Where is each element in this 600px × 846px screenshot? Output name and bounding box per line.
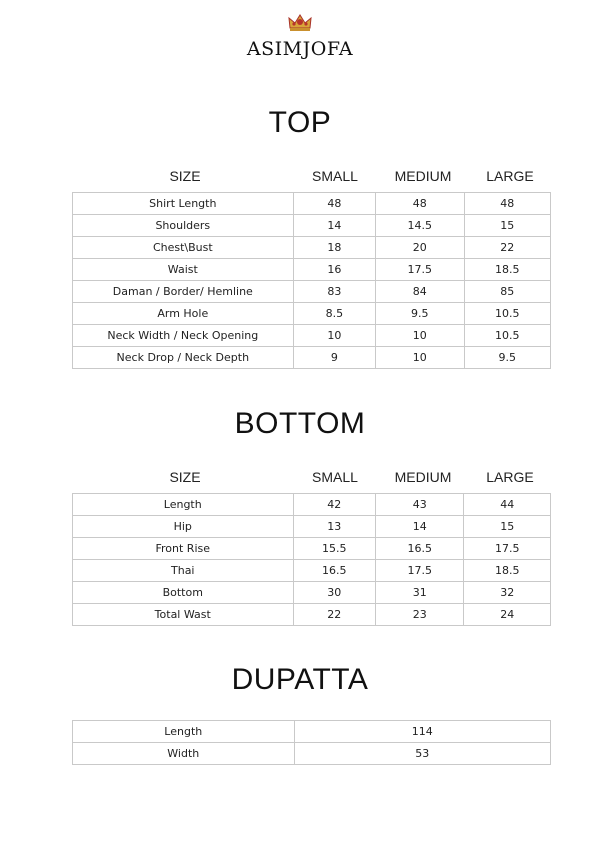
- value-large: 9.5: [464, 347, 551, 369]
- measure-label: Hip: [73, 516, 294, 538]
- measure-label: Shirt Length: [73, 193, 294, 215]
- value-medium: 48: [376, 193, 464, 215]
- value-large: 32: [464, 582, 551, 604]
- value-large: 85: [464, 281, 551, 303]
- bottom-size-table: [72, 493, 551, 626]
- brand-name: ASIMJOFA: [246, 38, 354, 60]
- bottom-section-title: BOTTOM: [234, 407, 366, 440]
- table-row: [73, 303, 551, 325]
- value-large: 48: [464, 193, 551, 215]
- table-row: [73, 538, 551, 560]
- bottom-header-medium: MEDIUM: [394, 469, 452, 485]
- table-row: [73, 193, 551, 215]
- measure-label: Neck Drop / Neck Depth: [73, 347, 294, 369]
- brand-logo: [0, 12, 600, 60]
- top-header-size: SIZE: [169, 168, 201, 184]
- table-row: [73, 604, 551, 626]
- value-medium: 84: [376, 281, 464, 303]
- value-medium: 14.5: [376, 215, 464, 237]
- top-header-large: LARGE: [486, 168, 534, 184]
- measure-label: Arm Hole: [73, 303, 294, 325]
- value-small: 15.5: [293, 538, 376, 560]
- value-small: 13: [293, 516, 376, 538]
- dupatta-size-table: [72, 720, 551, 765]
- table-row: [73, 582, 551, 604]
- top-section-title: TOP: [268, 106, 332, 139]
- value-large: 15: [464, 516, 551, 538]
- table-row: [73, 560, 551, 582]
- bottom-header-size: SIZE: [169, 469, 201, 485]
- measure-label: Thai: [73, 560, 294, 582]
- measure-label: Front Rise: [73, 538, 294, 560]
- measure-label: Total Wast: [73, 604, 294, 626]
- table-row: [73, 516, 551, 538]
- value-medium: 10: [376, 325, 464, 347]
- table-row: [73, 237, 551, 259]
- top-table-body: [73, 193, 551, 369]
- value-medium: 43: [376, 494, 464, 516]
- value-large: 24: [464, 604, 551, 626]
- bottom-header-large: LARGE: [486, 469, 534, 485]
- value-medium: 14: [376, 516, 464, 538]
- value-medium: 9.5: [376, 303, 464, 325]
- value-medium: 17.5: [376, 259, 464, 281]
- value-medium: 20: [376, 237, 464, 259]
- table-row: [73, 281, 551, 303]
- value-large: 18.5: [464, 560, 551, 582]
- value-large: 44: [464, 494, 551, 516]
- table-row: [73, 259, 551, 281]
- value-medium: 16.5: [376, 538, 464, 560]
- value-small: 8.5: [293, 303, 375, 325]
- value-medium: 10: [376, 347, 464, 369]
- measure-label: Chest\Bust: [73, 237, 294, 259]
- measure-value: 114: [294, 721, 550, 743]
- top-header-small: SMALL: [312, 168, 358, 184]
- measure-label: Width: [73, 743, 295, 765]
- value-small: 42: [293, 494, 376, 516]
- value-large: 18.5: [464, 259, 551, 281]
- value-medium: 17.5: [376, 560, 464, 582]
- value-large: 15: [464, 215, 551, 237]
- measure-label: Waist: [73, 259, 294, 281]
- value-large: 17.5: [464, 538, 551, 560]
- table-row: [73, 743, 551, 765]
- bottom-header-small: SMALL: [312, 469, 358, 485]
- table-row: [73, 721, 551, 743]
- value-small: 16: [293, 259, 375, 281]
- value-medium: 31: [376, 582, 464, 604]
- value-large: 10.5: [464, 303, 551, 325]
- value-large: 22: [464, 237, 551, 259]
- value-small: 14: [293, 215, 375, 237]
- table-row: [73, 215, 551, 237]
- value-large: 10.5: [464, 325, 551, 347]
- crown-icon: [287, 12, 313, 34]
- measure-value: 53: [294, 743, 550, 765]
- table-row: [73, 494, 551, 516]
- value-small: 48: [293, 193, 375, 215]
- dupatta-section-title: DUPATTA: [231, 663, 369, 696]
- measure-label: Length: [73, 494, 294, 516]
- measure-label: Shoulders: [73, 215, 294, 237]
- value-small: 16.5: [293, 560, 376, 582]
- measure-label: Bottom: [73, 582, 294, 604]
- value-small: 9: [293, 347, 375, 369]
- bottom-table-body: [73, 494, 551, 626]
- dupatta-table-body: [73, 721, 551, 765]
- value-small: 18: [293, 237, 375, 259]
- top-size-table: [72, 192, 551, 369]
- table-row: [73, 347, 551, 369]
- table-row: [73, 325, 551, 347]
- top-header-medium: MEDIUM: [394, 168, 452, 184]
- measure-label: Neck Width / Neck Opening: [73, 325, 294, 347]
- value-small: 22: [293, 604, 376, 626]
- value-medium: 23: [376, 604, 464, 626]
- value-small: 83: [293, 281, 375, 303]
- value-small: 10: [293, 325, 375, 347]
- measure-label: Daman / Border/ Hemline: [73, 281, 294, 303]
- measure-label: Length: [73, 721, 295, 743]
- value-small: 30: [293, 582, 376, 604]
